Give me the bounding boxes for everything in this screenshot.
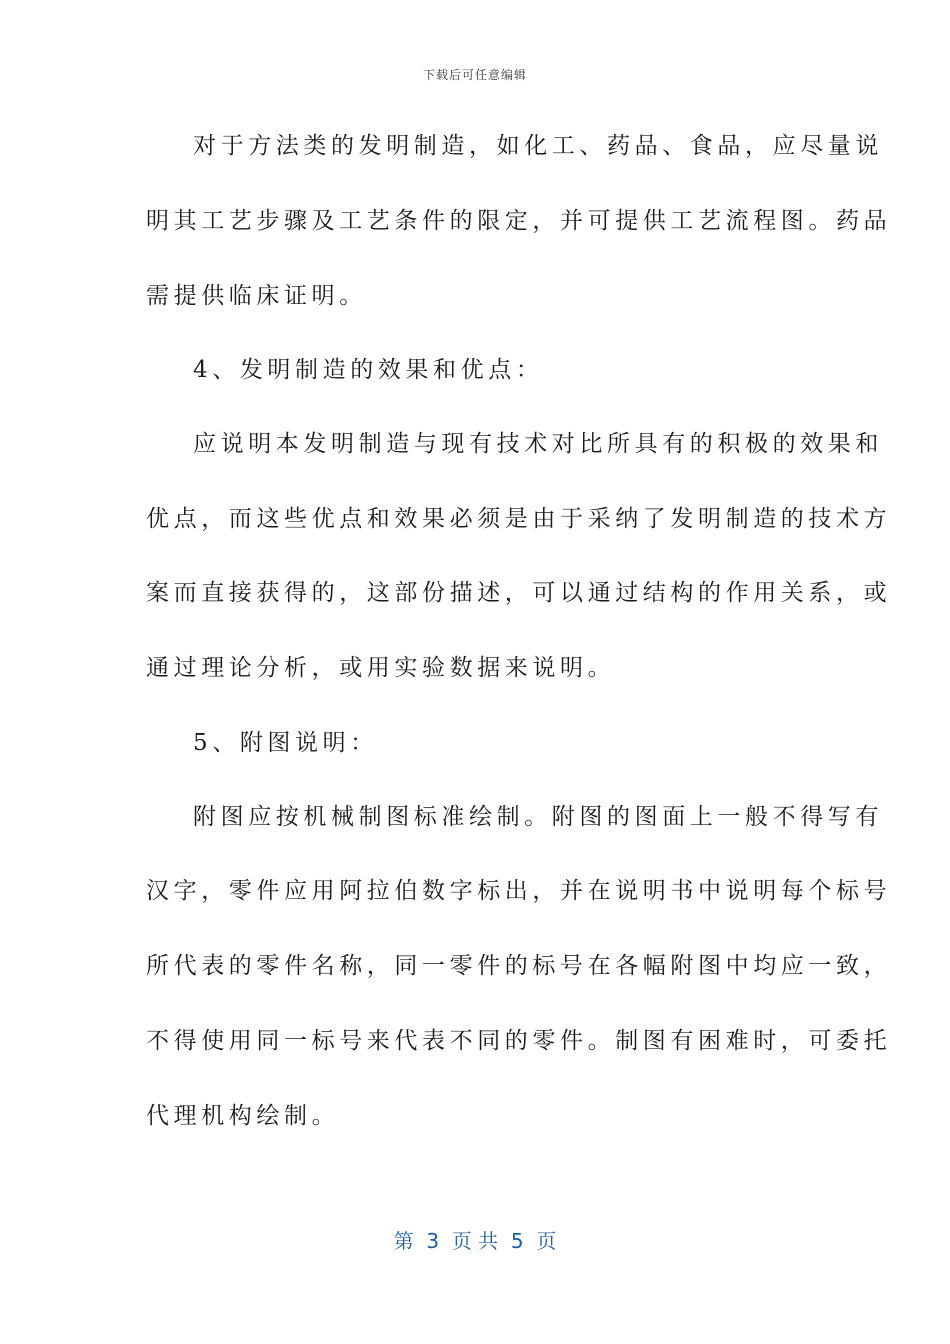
paragraph-line: 通过理论分析，或用实验数据来说明。 [146, 655, 616, 681]
section-heading: 4、发明制造的效果和优点： [193, 357, 544, 383]
paragraph-line: 案而直接获得的，这部份描述，可以通过结构的作用关系，或 [146, 580, 892, 606]
paragraph-line: 需提供临床证明。 [146, 283, 367, 309]
paragraph-line: 所代表的零件名称，同一零件的标号在各幅附图中均应一致， [146, 953, 892, 979]
paragraph-line: 优点，而这些优点和效果必须是由于采纳了发明制造的技术方 [146, 506, 892, 532]
page-number-footer: 第 3 页 共 5 页 [393, 1229, 557, 1253]
download-note: 下载后可任意编辑 [422, 68, 527, 82]
paragraph-line: 汉字，零件应用阿拉伯数字标出，并在说明书中说明每个标号 [146, 878, 892, 904]
paragraph-line: 不得使用同一标号来代表不同的零件。制图有困难时，可委托 [146, 1028, 892, 1054]
paragraph-line: 应说明本发明制造与现有技术对比所具有的积极的效果和 [193, 431, 883, 457]
section-heading: 5、附图说明： [193, 730, 378, 756]
paragraph-line: 明其工艺步骤及工艺条件的限定，并可提供工艺流程图。药品 [146, 208, 892, 234]
paragraph-line: 代理机构绘制。 [146, 1103, 340, 1129]
paragraph-line: 附图应按机械制图标准绘制。附图的图面上一般不得写有 [193, 804, 883, 830]
paragraph-line: 对于方法类的发明制造，如化工、药品、食品，应尽量说 [193, 133, 883, 159]
